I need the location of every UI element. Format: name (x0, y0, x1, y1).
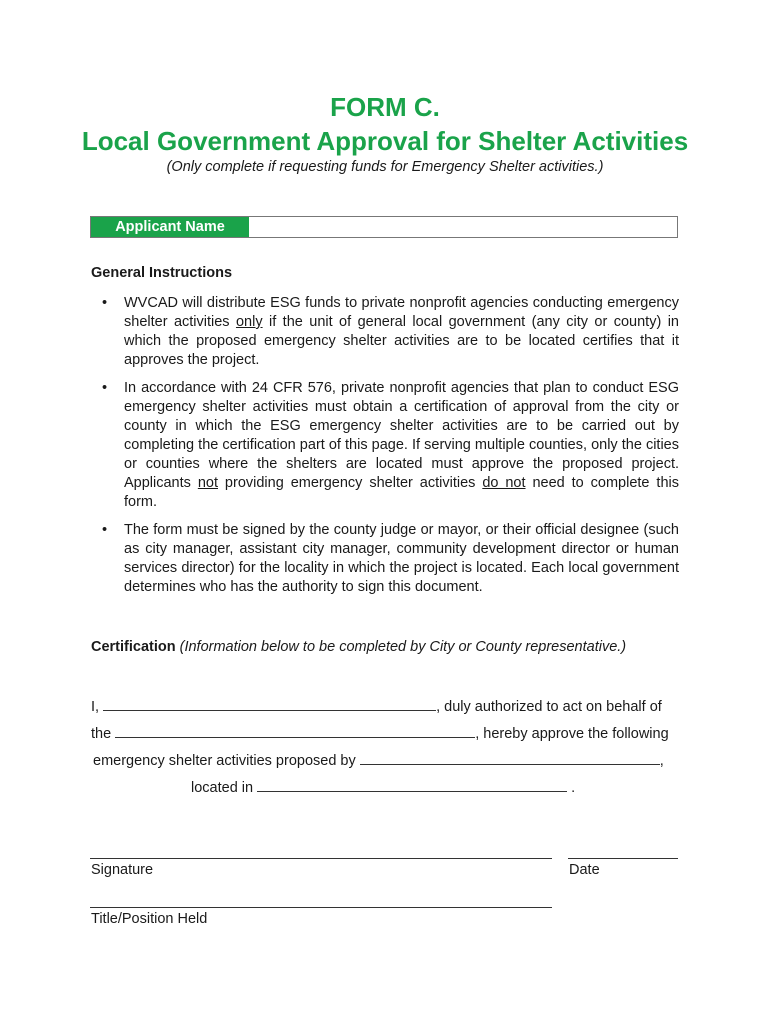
date-field[interactable] (568, 858, 678, 859)
page-subtitle: (Only complete if requesting funds for Emergency Shelter activities.) (166, 159, 604, 175)
instructions-list (91, 294, 679, 606)
certification-line-2: the , hereby approve the following (91, 723, 669, 742)
date-label: Date (569, 862, 600, 878)
signature-label: Signature (91, 862, 154, 878)
location-field[interactable] (257, 777, 567, 792)
title-position-label: Title/Position Held (91, 911, 208, 927)
instruction-item-1: • WVCAD will distribute ESG funds to private nonprofit agencies conducting emergency shelter activities only if the unit of general local government (any city or county) in which the proposed emergency shelter activities are to be located certifies that it approves the project. (91, 294, 679, 370)
certification-line-4: located in . (191, 777, 575, 796)
certification-heading: Certification (Information below to be completed by City or County representative.) (91, 639, 627, 655)
page-title: Local Government Approval for Shelter Activities (81, 126, 689, 156)
certification-line-3: emergency shelter activities proposed by , (93, 750, 664, 769)
form-id: FORM C. (330, 92, 440, 122)
signature-field[interactable] (90, 858, 552, 859)
applicant-name-row (90, 216, 678, 238)
title-position-field[interactable] (90, 907, 552, 908)
instruction-item-2: • In accordance with 24 CFR 576, private nonprofit agencies that plan to conduct ESG emergency shelter activities must obtain a certification of approval from the city or county in which the ESG emergency shelter activities are to be carried out by completing the certification part of this page. If serving multiple counties, only the cities or counties where the shelters are located must approve the proposed project. Applicants not providing emergency shelter activities do not need to complete this form. (91, 379, 679, 512)
certification-note: (Information below to be completed by City or County representative.) (179, 639, 627, 655)
proposing-agency-field[interactable] (360, 750, 660, 765)
applicant-name-label: Applicant Name (91, 217, 249, 237)
local-government-field[interactable] (115, 723, 475, 738)
certification-line-1: I, , duly authorized to act on behalf of (91, 696, 662, 715)
instruction-item-3: • The form must be signed by the county judge or mayor, or their official designee (such as city manager, assistant city manager, community development director or human services director) for the locality in which the project is located. Each local government determines who has the authority to sign this document. (91, 521, 679, 597)
applicant-name-input[interactable] (249, 217, 677, 237)
general-instructions-heading: General Instructions (91, 265, 233, 281)
representative-name-field[interactable] (103, 696, 436, 711)
